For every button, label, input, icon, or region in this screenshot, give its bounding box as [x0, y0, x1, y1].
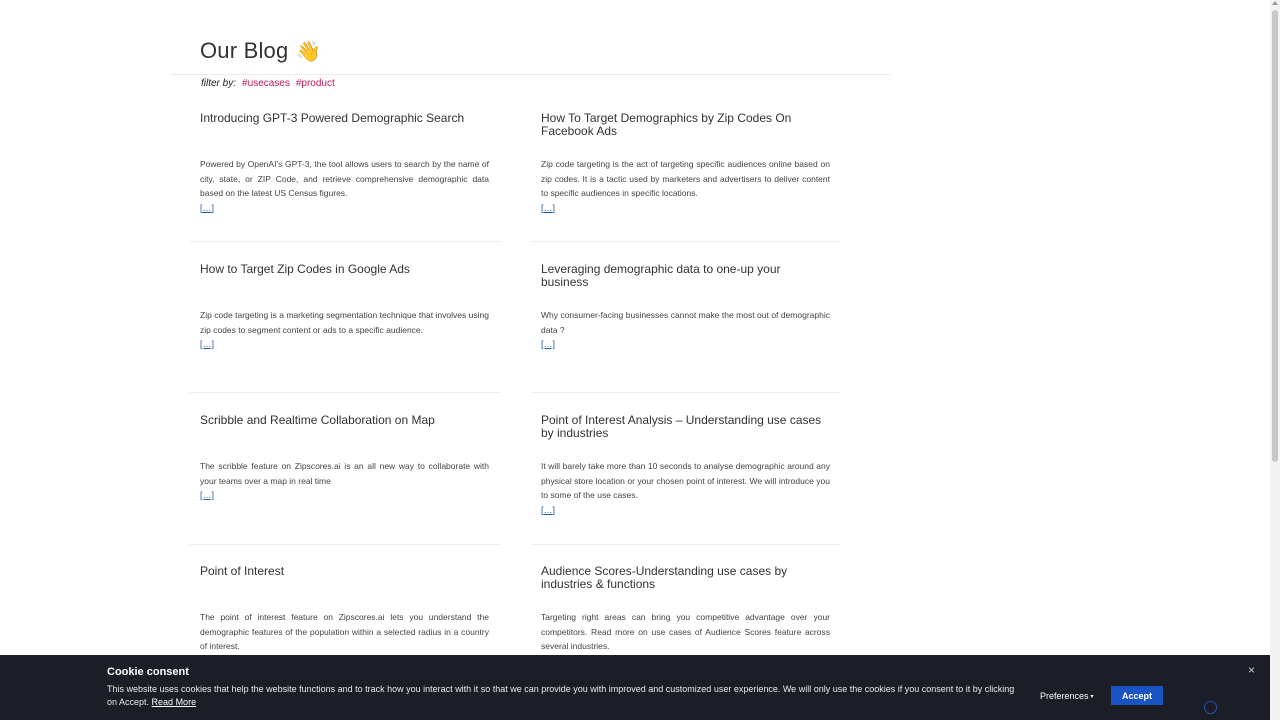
post-excerpt [200, 157, 489, 215]
post-excerpt [541, 610, 830, 654]
post-card[interactable] [190, 90, 500, 241]
post-excerpt [200, 308, 489, 352]
post-excerpt [541, 157, 830, 215]
scrollbar-thumb[interactable] [1272, 10, 1278, 462]
cookie-consent-banner [0, 655, 1270, 720]
header-divider [170, 74, 890, 75]
post-title[interactable]: Audience Scores-Understanding use cases by industries & functions [541, 564, 788, 591]
post-title[interactable]: How To Target Demographics by Zip Codes On Facebook Ads [541, 111, 792, 138]
post-title[interactable]: Introducing GPT-3 Powered Demographic Search [200, 111, 465, 125]
post-title[interactable]: How to Target Zip Codes in Google Ads [200, 262, 410, 276]
post-excerpt [541, 308, 830, 352]
tag-usecases[interactable]: #usecases [242, 78, 290, 89]
post-excerpt-text: Powered by OpenAI’s GPT-3, the tool allows users to search by the name of city, state, or ZIP Code, and retrieve comprehensive demographic data based on the latest US Census figures. [200, 159, 489, 198]
cookie-message-text: This website uses cookies that help the website functions and to track how you interact with it so that we can provide you with improved and customized user experience. We will only use the cookies if you consent to it by clicking on Accept. [107, 684, 1015, 707]
tag-product[interactable]: #product [295, 78, 335, 89]
scroll-up-arrow-icon[interactable] [1272, 1, 1278, 5]
filter-label: filter by: [201, 78, 237, 89]
preferences-label: Preferences [1040, 691, 1089, 701]
post-card[interactable] [531, 241, 841, 392]
post-excerpt [200, 610, 489, 654]
read-more-link[interactable]: […] [200, 202, 215, 213]
post-excerpt-text: Zip code targeting is a marketing segmentation technique that involves using zip codes to segment content or ads to a specific audience. [200, 310, 489, 335]
post-excerpt-text: The scribble feature on Zipscores.ai is an all new way to collaborate with your teams over a map in real time [200, 461, 489, 486]
post-card[interactable] [190, 241, 500, 392]
post-excerpt [200, 459, 489, 503]
filter-bar [201, 78, 335, 89]
read-more-link[interactable]: […] [541, 202, 556, 213]
page-header [200, 34, 321, 68]
read-more-link[interactable]: […] [541, 504, 556, 515]
read-more-link[interactable]: […] [541, 339, 556, 349]
cookie-settings-icon[interactable] [1204, 701, 1217, 714]
cookie-message [107, 683, 1022, 709]
post-excerpt-text: It will barely take more than 10 seconds to analyse demographic around any physical store location or your chosen point of interest. We will introduce you to some of the use cases. [541, 461, 830, 500]
post-excerpt-text: Targeting right areas can bring you competitive advantage over your competitors. Read more on use cases of Audience Scores feature across several industries. [541, 612, 830, 651]
page-title: Our Blog [200, 38, 289, 63]
post-title[interactable]: Leveraging demographic data to one-up your business [541, 262, 781, 289]
read-more-link[interactable]: […] [200, 339, 215, 349]
read-more-link[interactable]: […] [200, 490, 215, 500]
post-excerpt [541, 459, 830, 517]
page-scrollbar[interactable] [1270, 0, 1280, 720]
post-card[interactable] [190, 392, 500, 543]
chevron-down-icon: ▾ [1090, 693, 1094, 700]
post-title[interactable]: Point of Interest [200, 564, 285, 578]
post-card[interactable] [531, 392, 841, 543]
post-title[interactable]: Point of Interest Analysis – Understanding use cases by industries [541, 413, 822, 440]
post-title[interactable]: Scribble and Realtime Collaboration on Map [200, 413, 435, 427]
waving-hand-icon: 👋 [296, 40, 322, 63]
cookie-accept-button[interactable]: Accept [1111, 686, 1163, 705]
post-excerpt-text: Zip code targeting is the act of targeting specific audiences online based on zip codes. It is a tactic used by marketers and advertisers to deliver content to specific audiences in specific locations. [541, 159, 830, 198]
post-excerpt-text: Why consumer-facing businesses cannot make the most out of demographic data ? [541, 310, 830, 335]
cookie-preferences-button[interactable] [1040, 688, 1100, 704]
cookie-title: Cookie consent [107, 666, 189, 678]
post-excerpt-text: The point of interest feature on Zipscores.ai lets you understand the demographic features of the population within a selected radius in a country of interest. [200, 612, 489, 651]
close-icon[interactable]: × [1248, 663, 1256, 677]
post-card[interactable] [531, 90, 841, 241]
cookie-read-more-link[interactable]: Read More [151, 697, 197, 707]
